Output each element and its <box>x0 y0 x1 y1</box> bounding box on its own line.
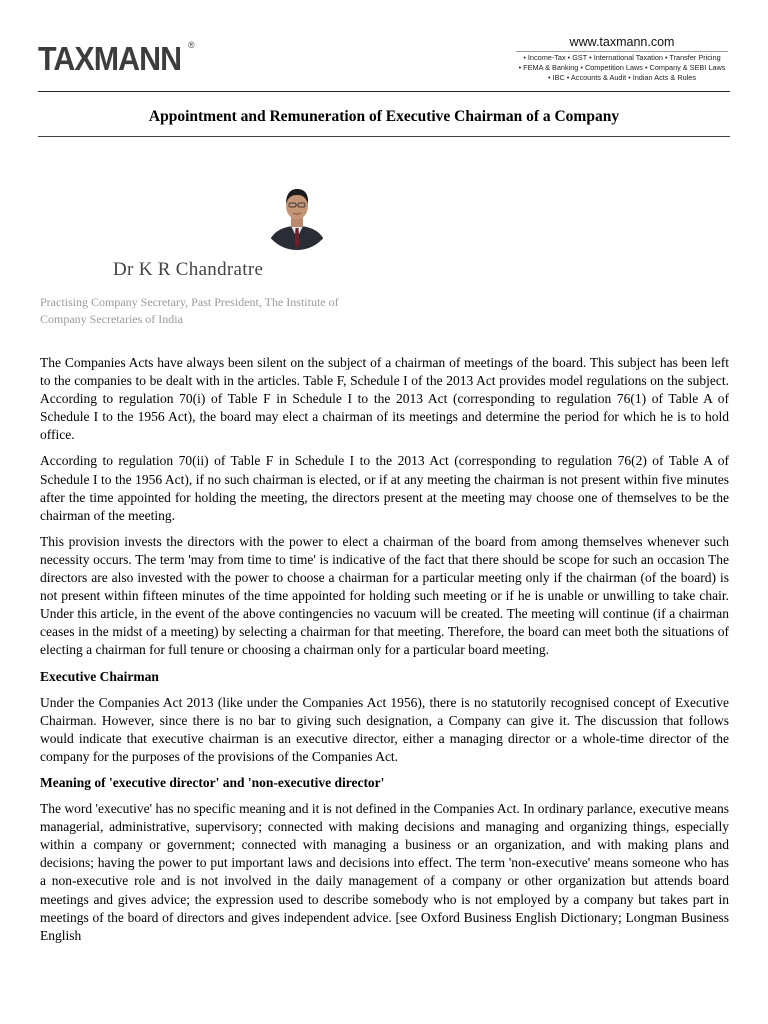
paragraph: The word 'executive' has no specific meaning and it is not defined in the Companies Act. In ordinary parlance, executive means managerial, administrative, supervisory; connected with making decisions and managing and organizing things, especially within a company or government; connected with managing a business or an organization, and with making plans and decisions; having the power to put important laws and decisions into effect. The term 'non-executive' means someone who has a non-executive role and is not involved in the daily management of a company or other organization but attends board meetings and gives advice; the expression used to describe somebody who is not employed by a company but takes part in meetings of the board of directors and gives independent advice. [see Oxford Business English Dictionary; Longman Business English <box>40 801 729 943</box>
page-header <box>0 0 768 92</box>
topics-line: • IBC • Accounts & Audit • Indian Acts & Rules <box>547 73 696 82</box>
section-heading: Meaning of 'executive director' and 'non-executive director' <box>40 774 385 790</box>
header-divider <box>38 91 730 92</box>
website-divider <box>516 51 728 52</box>
article-body <box>40 354 729 953</box>
paragraph: The Companies Acts have always been silent on the subject of a chairman of meetings of the board. This subject has been left to the companies to be dealt with in the articles. Table F, Schedule I of the 2013 Act provides model regulations on the subject. According to regulation 70(i) of Table F in Schedule I to the 2013 Act (corresponding to regulation 76(1) of Table A of Schedule I to the 1956 Act), the board may elect a chairman of its meetings and determine the period for which he is to hold office. <box>40 355 729 443</box>
paragraph: This provision invests the directors with the power to elect a chairman of the board from among themselves whenever such necessity occurs. The term 'may from time to time' is indicative of the fact that there should be scope for such an occasion The directors are also invested with the power to choose a chairman for a particular meeting only if the chairman (of the board) is not present within fifteen minutes of the time appointed for holding such meeting or if he is unable or unwilling to take chair. Under this article, in the event of the above contingencies no vacuum will be created. The meeting will continue (if a chairman ceases in the midst of a meeting) by selecting a chairman for that meeting. Therefore, the board can meet both the situations of electing a chairman for full tenure or choosing a chairman only for a particular board meeting. <box>40 533 729 658</box>
author-affiliation: Practising Company Secretary, Past President, The Institute of Company Secretaries of India <box>40 295 339 326</box>
topics-line: • FEMA & Banking • Competition Laws • Company & SEBI Laws <box>518 63 726 72</box>
website-link[interactable]: www.taxmann.com <box>569 35 675 49</box>
author-photo <box>262 180 332 250</box>
topics-list <box>510 53 734 83</box>
paragraph: Under the Companies Act 2013 (like under the Companies Act 1956), there is no statutorily recognised concept of Executive Chairman. However, since there is no bar to giving such designation, a Company can give it. The discussion that follows would indicate that executive chairman is an executive director, either a managing director or a whole-time director of the company for the purposes of the provisions of the Companies Act. <box>40 694 729 764</box>
section-heading: Executive Chairman <box>40 668 159 684</box>
taxmann-logo[interactable]: TAXMANN <box>38 40 182 77</box>
title-divider <box>38 136 730 137</box>
paragraph: According to regulation 70(ii) of Table F in Schedule I to the 2013 Act (corresponding to regulation 76(2) of Table A of Schedule I to the 1956 Act), if no such chairman is elected, or if at any meeting the chairman is not present within five minutes after the time appointed for holding the meeting, the directors present at the meeting may choose one of themselves to be the chairman of the meeting. <box>40 453 729 523</box>
article-title: Appointment and Remuneration of Executive Chairman of a Company <box>148 108 620 125</box>
registered-mark: ® <box>188 40 195 50</box>
author-name: Dr K R Chandratre <box>113 259 264 280</box>
topics-line: • Income-Tax • GST • International Taxation • Transfer Pricing <box>523 53 721 62</box>
